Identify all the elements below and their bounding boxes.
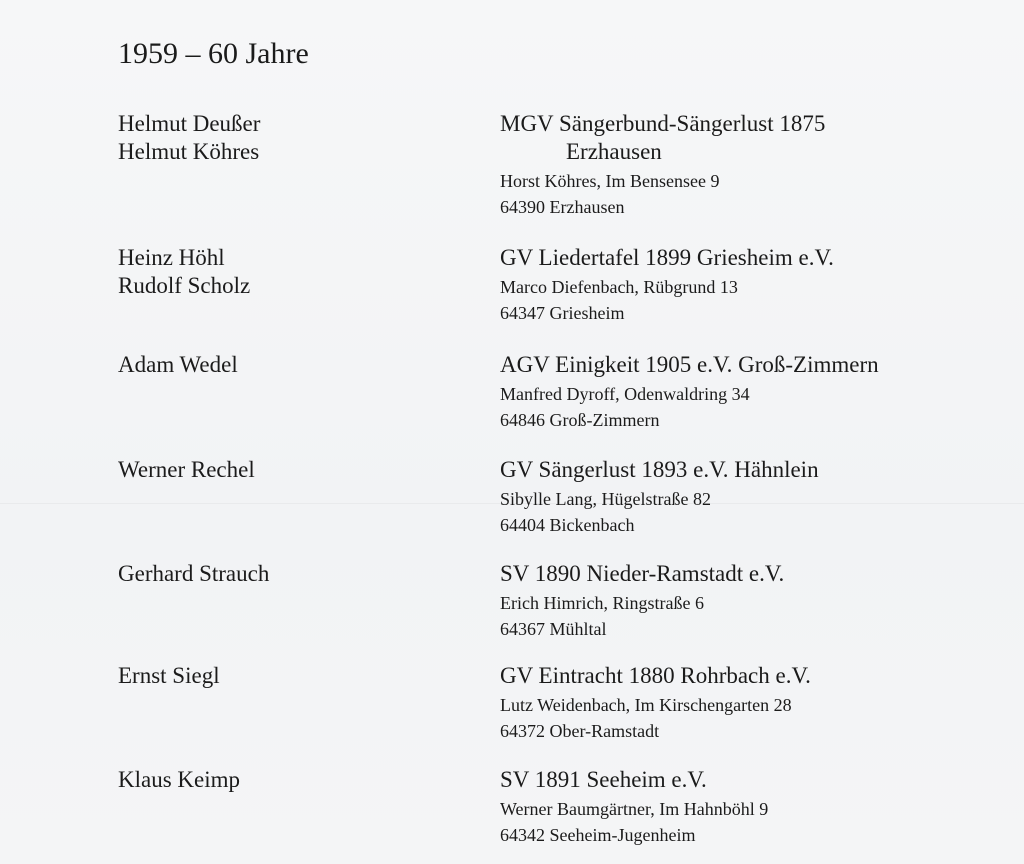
honoree-names: [118, 560, 269, 588]
club-name: AGV Einigkeit 1905 e.V. Groß-Zimmern: [500, 352, 879, 377]
club-info: [500, 766, 768, 848]
contact-postcode-city: 64367 Mühltal: [500, 619, 607, 639]
club-name: SV 1891 Seeheim e.V.: [500, 767, 707, 792]
club-info: [500, 560, 784, 642]
contact-postcode-city: 64342 Seeheim-Jugenheim: [500, 825, 696, 845]
contact-person-address: Manfred Dyroff, Odenwaldring 34: [500, 384, 750, 404]
honoree-names: [118, 766, 240, 794]
contact-person-address: Lutz Weidenbach, Im Kirschengarten 28: [500, 695, 792, 715]
contact-postcode-city: 64390 Erzhausen: [500, 197, 625, 217]
club-name: GV Sängerlust 1893 e.V. Hähnlein: [500, 457, 819, 482]
honoree-name: Adam Wedel: [118, 352, 238, 377]
club-info: [500, 351, 879, 433]
honoree-names: [118, 110, 260, 166]
contact-person-address: Horst Köhres, Im Bensensee 9: [500, 171, 720, 191]
club-name-continued: Erzhausen: [566, 139, 662, 164]
club-name: SV 1890 Nieder-Ramstadt e.V.: [500, 561, 785, 586]
page-title: 1959 – 60 Jahre: [118, 37, 309, 70]
club-name: MGV Sängerbund-Sängerlust 1875: [500, 111, 826, 136]
honoree-name: Klaus Keimp: [118, 767, 241, 792]
honoree-names: [118, 456, 255, 484]
contact-person-address: Erich Himrich, Ringstraße 6: [500, 593, 704, 613]
club-name: GV Liedertafel 1899 Griesheim e.V.: [500, 245, 834, 270]
honoree-name: Gerhard Strauch: [118, 561, 270, 586]
contact-person-address: Werner Baumgärtner, Im Hahnböhl 9: [500, 799, 769, 819]
honoree-name: Rudolf Scholz: [118, 273, 251, 298]
contact-person-address: Marco Diefenbach, Rübgrund 13: [500, 277, 738, 297]
honoree-name: Ernst Siegl: [118, 663, 220, 688]
club-info: [500, 110, 825, 220]
club-name: GV Eintracht 1880 Rohrbach e.V.: [500, 663, 811, 688]
contact-postcode-city: 64372 Ober-Ramstadt: [500, 721, 660, 741]
honoree-name: Helmut Deußer: [118, 111, 261, 136]
honoree-name: Werner Rechel: [118, 457, 255, 482]
honoree-names: [118, 244, 250, 300]
honoree-names: [118, 662, 220, 690]
honoree-names: [118, 351, 238, 379]
contact-person-address: Sibylle Lang, Hügelstraße 82: [500, 489, 711, 509]
club-info: [500, 456, 819, 538]
contact-postcode-city: 64846 Groß-Zimmern: [500, 410, 660, 430]
club-info: [500, 662, 811, 744]
contact-postcode-city: 64347 Griesheim: [500, 303, 625, 323]
honoree-name: Helmut Köhres: [118, 139, 260, 164]
club-info: [500, 244, 834, 326]
honoree-name: Heinz Höhl: [118, 245, 225, 270]
contact-postcode-city: 64404 Bickenbach: [500, 515, 635, 535]
